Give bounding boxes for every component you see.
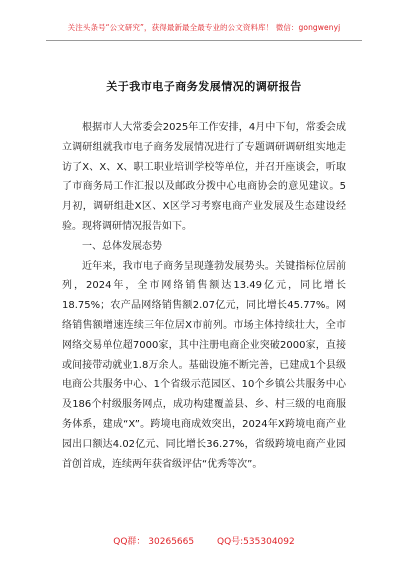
qq-number: QQ号:535304092 (216, 537, 295, 547)
footer-contact (0, 534, 408, 547)
intro-paragraph: 根据市人大常委会2025年工作安排，4月中下旬，常委会成立调研组就我市电子商务发展情况进行了专题调研调研组实地走访了X、X、X、职工职业培训学校等单位，并召开座谈会，听取了市商务局工作汇报以及邮政分拨中心电商协会的意见建议。5月初，调研组赴X区、X区学习考察电商产业发展及生态建设经验。现将调研情况报告如下。 (62, 122, 346, 232)
document-title: 关于我市电子商务发展情况的调研报告 (106, 80, 302, 93)
section-heading: 一、总体发展态势 (82, 240, 162, 252)
section-paragraph: 近年来，我市电子商务呈现蓬勃发展势头。关键指标位居前列，2024年，全市网络销售额达13.49亿元，同比增长18.75%；农产品网络销售额2.07亿元，同比增长45.77%。网络销售额增速连续三年位居X市前列。市场主体持续壮大，全市网络交易单位超7000家，其中注册电商企业突破2000家，直接或间接带动就业1.8万余人。基础设施不断完善，已建成1个县级电商公共服务中心、1个省级示范园区、10个乡镇公共服务中心及186个村级服务网点，成功构建覆盖县、乡、村三级的电商服务体系，建成“X”。跨境电商成效突出，2024年X跨境电商产业园出口额达4.02亿元、同比增长36.27%，省级跨境电商产业园首创首成，连续两年获省级评估“优秀等次”。 (62, 260, 346, 470)
top-banner: 关注头条号“公文研究”，获得最新最全最专业的公文资料库！ 微信：gongwenyj (67, 23, 341, 32)
document-body (62, 118, 346, 474)
header-divider (46, 40, 362, 41)
qq-group: QQ群： 30265665 (113, 537, 195, 547)
